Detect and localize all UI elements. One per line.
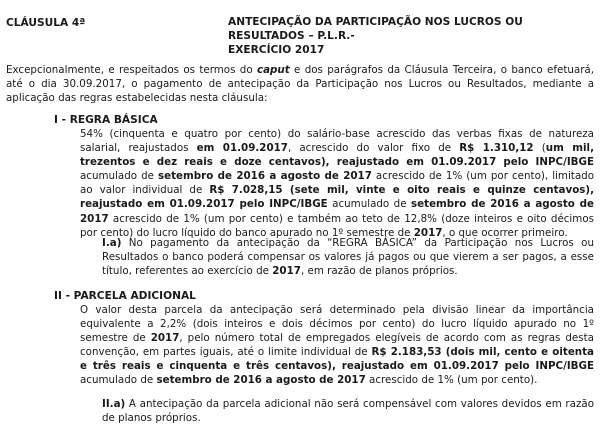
clause-title-line1: ANTECIPAÇÃO DA PARTICIPAÇÃO NOS LUCROS OU RESULTADOS – P.L.R.- xyxy=(228,16,523,42)
clause-label: CLÁUSULA 4ª xyxy=(6,17,86,29)
section2-paragraph: O valor desta parcela da antecipação será determinado pela divisão linear da importância equivalente a 2,2% (dois inteiros e dois décimos por cento) do lucro líquido apurado no 1º semestre de 2017, pelo número total de empregados elegíveis de acordo com as regras desta convenção, em partes iguais, até o limite individual de R$ 2.183,53 (dois mil, cento e oitenta e três reais e cinquenta e três centavos), reajustado em 01.09.2017 pelo INPC/IBGE acumulado de setembro de 2016 a agosto de 2017 acrescido de 1% (um por cento). xyxy=(80,304,595,387)
clause-title xyxy=(228,15,596,57)
section1-paragraph: 54% (cinquenta e quatro por cento) do salário-base acrescido das verbas fixas de natureza salarial, reajustados em 01.09.2017, acrescido do valor fixo de R$ 1.310,12 (um mil, trezentos e dez reais e doze centavos), reajustado em 01.09.2017 pelo INPC/IBGE acumulado de setembro de 2016 a agosto de 2017 acrescido de 1% (um por cento), limitado ao valor individual de R$ 7.028,15 (sete mil, vinte e oito reais e quinze centavos), reajustado em 01.09.2017 pelo INPC/IBGE acumulado de setembro de 2016 a agosto de 2017 acrescido de 1% (um por cento) e também ao teto de 12,8% (doze inteiros e oito décimos por cento) do lucro líquido do banco apurado no 1º semestre de 2017, o que ocorrer primeiro. xyxy=(80,128,595,239)
section2-heading: II - PARCELA ADICIONAL xyxy=(54,290,196,302)
section1-subparagraph: I.a) No pagamento da antecipação da “REGRA BÁSICA” da Participação nos Lucros ou Resultados o banco poderá compensar os valores já pagos ou que vierem a ser pagos, a esse título, referentes ao exercício de 2017, em razão de planos próprios. xyxy=(102,237,594,278)
section1-heading: I - REGRA BÁSICA xyxy=(54,114,158,126)
section2-subparagraph: II.a) A antecipação da parcela adicional não será compensável com valores devidos em razão de planos próprios. xyxy=(102,398,594,425)
intro-paragraph: Excepcionalmente, e respeitados os termos do caput e dos parágrafos da Cláusula Terceira, o banco efetuará, até o dia 30.09.2017, o pagamento de antecipação da Participação nos Lucros ou Resultados, mediante a aplicação das regras estabelecidas nesta cláusula: xyxy=(6,64,595,105)
clause-title-line2: EXERCÍCIO 2017 xyxy=(228,44,325,56)
